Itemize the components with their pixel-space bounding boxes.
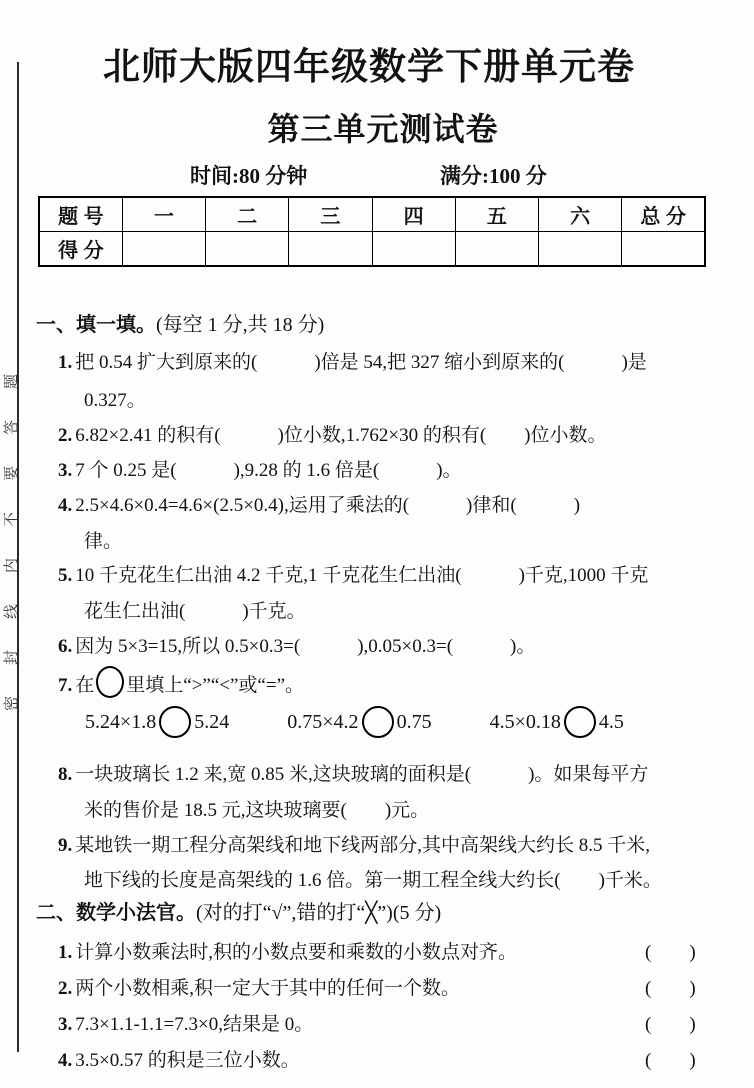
score-table (38, 196, 706, 267)
comparison-item (490, 706, 624, 738)
judge-4-answer-slot: ( ) (645, 1050, 696, 1071)
score-cell (122, 232, 205, 267)
blank-circle-icon (564, 706, 596, 738)
question-5-number: 5. (58, 565, 73, 586)
question-4-line-1 (58, 491, 580, 520)
judge-1-answer-slot: ( ) (645, 942, 696, 963)
question-2-line-1 (58, 421, 607, 450)
comparison-right: 0.75 (396, 710, 432, 733)
header-section-5: 五 (455, 197, 538, 232)
score-cell-total (622, 232, 705, 267)
header-question-number: 题 号 (39, 197, 122, 232)
section-1-heading (36, 310, 324, 341)
score-cell (206, 232, 289, 267)
header-total: 总 分 (622, 197, 705, 232)
question-9-number: 9. (58, 835, 73, 856)
judge-1-number: 1. (58, 942, 73, 963)
question-8-number: 8. (58, 764, 73, 785)
question-5-line-1 (58, 561, 648, 590)
header-section-2: 二 (206, 197, 289, 232)
comparison-item (287, 706, 431, 738)
question-4-number: 4. (58, 495, 73, 516)
header-section-1: 一 (122, 197, 205, 232)
comparison-item (85, 706, 229, 738)
question-8-text: 一块玻璃长 1.2 来,宽 0.85 米,这块玻璃的面积是( )。如果每平方 (75, 764, 649, 785)
question-6-number: 6. (58, 636, 73, 657)
question-1-line-2: 0.327。 (84, 390, 146, 411)
question-1-line-1 (58, 348, 647, 377)
comparison-left: 0.75×4.2 (287, 710, 359, 733)
question-5-text: 10 千克花生仁出油 4.2 千克,1 千克花生仁出油( )千克,1000 千克 (75, 565, 649, 586)
question-9-line-1 (58, 831, 650, 860)
blank-circle-icon (159, 706, 191, 738)
question-6-text: 因为 5×3=15,所以 0.5×0.3=( ),0.05×0.3=( )。 (75, 636, 536, 657)
question-9-line-2: 地下线的长度是高架线的 1.6 倍。第一期工程全线大约长( )千米。 (84, 870, 662, 891)
comparison-left: 4.5×0.18 (489, 710, 561, 733)
full-score-label: 满分:100 分 (440, 164, 547, 188)
score-cell (372, 232, 455, 267)
page-subtitle: 第三单元测试卷 (267, 111, 499, 147)
judge-2-text: 两个小数相乘,积一定大于其中的任何一个数。 (75, 978, 461, 999)
score-table-header-row (39, 197, 705, 232)
score-cell (289, 232, 372, 267)
question-7-comparisons (85, 706, 624, 738)
blank-circle-icon (96, 666, 124, 698)
question-3-line-1 (58, 456, 462, 485)
section-2-title: 二、数学小法官。 (36, 902, 196, 924)
header-section-3: 三 (289, 197, 372, 232)
binding-vertical-text: 密封线内不要答题 (4, 343, 20, 712)
question-1-number: 1. (58, 352, 73, 373)
judge-item-3 (58, 1010, 708, 1039)
question-2-text: 6.82×2.41 的积有( )位小数,1.762×30 的积有( )位小数。 (75, 425, 607, 446)
question-1-text: 把 0.54 扩大到原来的( )倍是 54,把 327 缩小到原来的( )是 (75, 352, 647, 373)
judge-1-text: 计算小数乘法时,积的小数点要和乘数的小数点对齐。 (75, 942, 518, 963)
judge-item-4 (58, 1046, 708, 1075)
question-8-line-2: 米的售价是 18.5 元,这块玻璃要( )元。 (84, 800, 430, 821)
question-3-number: 3. (58, 460, 73, 481)
score-cell (455, 232, 538, 267)
question-7-number: 7. (58, 675, 73, 696)
score-cell (539, 232, 622, 267)
judge-4-number: 4. (58, 1050, 73, 1071)
comparison-left: 5.24×1.8 (85, 710, 157, 733)
score-table-score-row (39, 232, 705, 267)
header-section-4: 四 (372, 197, 455, 232)
question-7-text-post: 里填上“>”“<”或“=”。 (126, 675, 305, 696)
judge-3-number: 3. (58, 1014, 73, 1035)
question-2-number: 2. (58, 425, 73, 446)
question-6-line-1 (58, 632, 535, 661)
comparison-right: 5.24 (194, 710, 230, 733)
time-label: 时间:80 分钟 (190, 164, 308, 188)
question-8-line-1 (58, 760, 648, 789)
question-7-text-pre: 在 (75, 675, 95, 696)
section-1-title: 一、填一填。 (36, 314, 156, 336)
header-section-6: 六 (539, 197, 622, 232)
judge-3-text: 7.3×1.1-1.1=7.3×0,结果是 0。 (75, 1014, 314, 1035)
judge-3-answer-slot: ( ) (645, 1014, 696, 1035)
comparison-right: 4.5 (598, 710, 624, 733)
judge-2-answer-slot: ( ) (645, 978, 696, 999)
question-9-text: 某地铁一期工程分高架线和地下线两部分,其中高架线大约长 8.5 千米, (75, 835, 651, 856)
blank-circle-icon (362, 706, 394, 738)
judge-item-1 (58, 938, 708, 967)
section-2-heading (36, 898, 441, 929)
score-row-label: 得 分 (39, 232, 122, 267)
judge-4-text: 3.5×0.57 的积是三位小数。 (75, 1050, 300, 1071)
section-1-note: (每空 1 分,共 18 分) (156, 314, 325, 336)
question-7-line-1 (58, 666, 304, 700)
judge-2-number: 2. (58, 978, 73, 999)
question-4-line-2: 律。 (84, 531, 123, 552)
question-4-text: 2.5×4.6×0.4=4.6×(2.5×0.4),运用了乘法的( )律和( ) (75, 495, 581, 516)
question-5-line-2: 花生仁出油( )千克。 (84, 601, 306, 622)
section-2-note: (对的打“√”,错的打“╳”)(5 分) (196, 902, 442, 924)
page-title: 北师大版四年级数学下册单元卷 (103, 46, 635, 87)
judge-item-2 (58, 974, 708, 1003)
question-3-text: 7 个 0.25 是( ),9.28 的 1.6 倍是( )。 (75, 460, 462, 481)
